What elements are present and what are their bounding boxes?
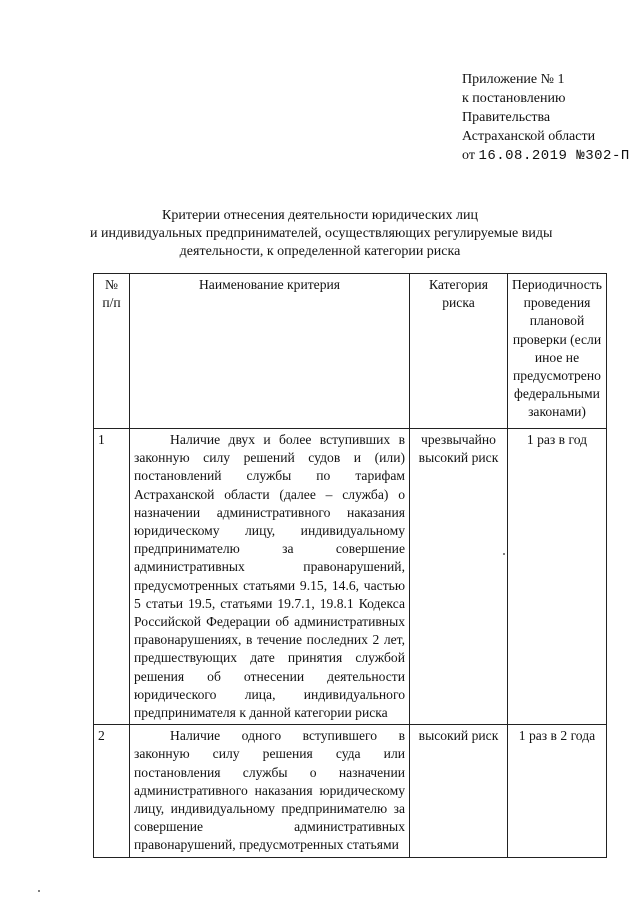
header-num: № п/п bbox=[94, 274, 130, 429]
table-row bbox=[94, 725, 607, 857]
header-name: Наименование критерия bbox=[130, 274, 410, 429]
header-category: Категория риска bbox=[410, 274, 508, 429]
title-line-3: деятельности, к определенной категории риска bbox=[179, 244, 461, 259]
title-line-2: и индивидуальных предпринимателей, осуществляющих регулируемые виды bbox=[90, 226, 553, 241]
table-row bbox=[94, 429, 607, 725]
appendix-block bbox=[462, 70, 630, 166]
header-period: Периодичность проведения плановой проверки (если иное не предусмотрено федеральными законами) bbox=[508, 274, 607, 429]
appendix-line-2: к постановлению bbox=[462, 91, 566, 106]
row-criterion: Наличие двух и более вступивших в законную силу решений судов и (или) постановлений службы по тарифам Астраханской области (далее – служба) о назначении административного наказания юридическому лицу, индивидуальному предпринимателю за совершение административных правонарушений, предусмотренных статьями 9.15, 14.6, частью 5 статьи 19.5, статьями 19.7.1, 19.8.1 Кодекса Российской Федерации об административных правонарушениях, в течение последних 2 лет, предшествующих дате принятия службой решения об отнесении деятельности юридического лица, индивидуального предпринимателя к данной категории риска bbox=[130, 429, 410, 725]
row-criterion: Наличие одного вступившего в законную силу решения суда или постановления службы о назначении административного наказания юридическому лицу, индивидуальному предпринимателю за совершение административных правонарушений, предусмотренных статьями bbox=[130, 725, 410, 857]
appendix-date-number: 16.08.2019 №302-П bbox=[478, 148, 630, 164]
appendix-line-3: Правительства bbox=[462, 110, 551, 125]
appendix-date-line bbox=[462, 146, 630, 166]
risk-criteria-table bbox=[93, 273, 607, 858]
document-title bbox=[90, 207, 553, 261]
row-period: 1 раз в 2 года bbox=[508, 725, 607, 857]
row-category: чрезвычайно высокий риск bbox=[410, 429, 508, 725]
scan-speck bbox=[38, 890, 40, 892]
row-category: высокий риск bbox=[410, 725, 508, 857]
appendix-line-4: Астраханской области bbox=[462, 129, 596, 144]
row-num: 1 bbox=[94, 429, 130, 725]
appendix-line-1: Приложение № 1 bbox=[462, 72, 565, 87]
title-line-1: Критерии отнесения деятельности юридических лиц bbox=[162, 208, 478, 223]
table-header-row bbox=[94, 274, 607, 429]
row-period: 1 раз в год bbox=[508, 429, 607, 725]
scan-speck bbox=[503, 553, 505, 555]
row-num: 2 bbox=[94, 725, 130, 857]
appendix-from-label: от bbox=[462, 148, 475, 163]
